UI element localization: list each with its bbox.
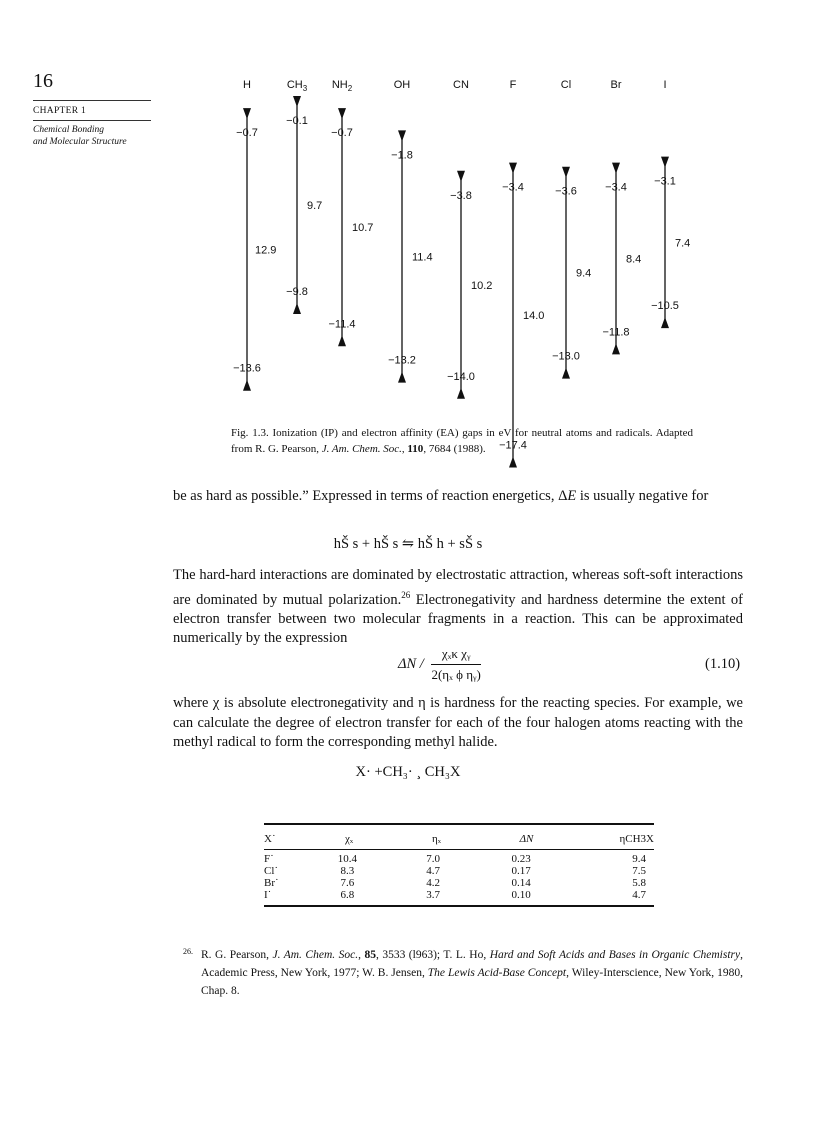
gap-arrow-head-up	[562, 368, 570, 379]
cell: F˙	[264, 853, 274, 865]
paragraph-1	[173, 487, 743, 507]
table-header	[264, 833, 654, 845]
gap-value-label: 11.4	[412, 251, 433, 264]
ea-value-label: −0.1	[286, 115, 308, 128]
table-row	[264, 889, 654, 901]
gap-arrow-head-down	[661, 157, 669, 168]
column-label-cl: Cl	[560, 79, 572, 91]
para1-text-b: is usually negative for	[576, 488, 709, 504]
gap-value-label: 9.7	[307, 199, 323, 212]
column-label-h: H	[243, 79, 251, 91]
gap-arrow-head-down	[612, 163, 620, 174]
column-label-cn: CN	[453, 79, 469, 91]
cell: 7.5	[632, 865, 646, 877]
paragraph-3: where χ is absolute electronegativity and η is hardness for the reacting species. For example, we can calculate the degree of electron transfer for each of the four halogen atoms reacting with the methyl radical to form the corresponding methyl halide.	[173, 695, 743, 750]
column-label-subscript: 3	[302, 84, 308, 93]
gap-arrow-head-down	[293, 96, 301, 107]
caption-label: Fig. 1.3.	[231, 427, 269, 439]
chapter-subtitle-line1: Chemical Bonding	[33, 125, 104, 135]
ea-value-label: −3.4	[605, 181, 627, 194]
fn-text-b: , 3533 (l963); T. L. Ho,	[375, 949, 490, 961]
ip-value-label: −10.5	[651, 300, 679, 313]
para1-var-e: E	[567, 488, 577, 504]
column-label-ch3: $CH_3$	[286, 79, 308, 93]
cell: 0.17	[511, 865, 531, 877]
gap-value-label: 14.0	[523, 310, 545, 323]
ea-value-label: −0.7	[236, 127, 258, 140]
para2-footnote-ref: 26	[401, 589, 411, 600]
gap-arrow-head-down	[243, 108, 251, 119]
table-row	[264, 877, 654, 889]
figure-caption	[231, 425, 693, 457]
fn-text-c: , Academic Press, New York, 1977; W. B. Jensen,	[201, 949, 743, 979]
column-label-nh2: $NH_2$	[331, 79, 353, 93]
col-header-eta-ch3x: ηCH3X	[619, 833, 654, 845]
table-bottom-rule	[264, 905, 654, 907]
para2-text-a: The hard-hard interactions are dominated by electrostatic attraction, whereas soft-soft interactions are dominated by mutual polarization.	[173, 567, 743, 608]
para2-text-b: Electronegativity and hardness determine the extent of electron transfer between two molecular fragments in a reaction. This can be approximated numerically by the expression	[173, 591, 743, 647]
col-header-delta-n: ΔN	[519, 833, 534, 845]
column-label-br: Br	[610, 79, 622, 91]
para1-text-a: be as hard as possible.” Expressed in terms of reaction energetics, Δ	[173, 488, 568, 504]
gap-arrow-head-up	[338, 335, 346, 346]
fn-sep: ,	[358, 949, 365, 961]
cell: 5.8	[632, 877, 646, 889]
ea-value-label: −3.1	[654, 175, 676, 188]
fn-journal: J. Am. Chem. Soc.	[272, 949, 359, 961]
caption-volume: 110	[407, 443, 424, 455]
gap-value-label: 10.2	[471, 279, 493, 292]
ea-value-label: −1.8	[391, 149, 413, 162]
gap-arrow-head-down	[338, 108, 346, 119]
gap-arrow-head-down	[398, 130, 406, 141]
equation-hsab: hŠ s + hŠ s ⇋ hŠ h + sŠ s	[333, 536, 483, 552]
gap-arrow-head-up	[661, 317, 669, 328]
cell: 3.7	[426, 889, 440, 901]
gap-arrow-head-up	[457, 388, 465, 399]
cell: 0.14	[511, 877, 531, 889]
gap-value-label: 8.4	[626, 253, 642, 266]
cell: 6.8	[340, 889, 355, 901]
eq2-lhs: ΔN /	[398, 656, 424, 672]
gap-arrow-head-up	[509, 456, 517, 467]
ip-value-label: −13.0	[552, 350, 580, 363]
halogen-table	[264, 823, 654, 907]
cell: 8.3	[340, 865, 355, 877]
fn-volume: 85	[364, 949, 376, 961]
column-label-i: I	[663, 79, 667, 91]
gap-arrow-head-up	[612, 343, 620, 354]
ea-value-label: −3.6	[555, 185, 577, 198]
page-number: 16	[33, 70, 53, 92]
equation-number: (1.10)	[705, 656, 741, 672]
ip-value-label: −11.8	[602, 326, 630, 339]
gap-arrow-head-up	[293, 303, 301, 314]
fn-book2: The Lewis Acid-Base Concept	[427, 967, 567, 979]
footnote-26	[183, 946, 743, 1000]
ip-value-label: −17.4	[499, 439, 527, 452]
table-body	[264, 853, 654, 901]
cell: 10.4	[337, 853, 358, 865]
paragraph-2	[173, 566, 743, 649]
gap-value-label: 10.7	[352, 222, 374, 235]
ip-value-label: −13.6	[233, 362, 261, 375]
equation-methyl-halide: X· +CH₃· ¸ CH₃X	[355, 764, 461, 780]
col-header-x: X˙	[264, 833, 276, 845]
footnote-marker: 26.	[183, 947, 193, 956]
gap-arrow-head-up	[243, 380, 251, 391]
gap-arrow-head-down	[457, 171, 465, 182]
cell: I˙	[264, 889, 272, 901]
column-label-subscript: 2	[347, 84, 353, 93]
table-mid-rule	[264, 849, 654, 850]
col-header-eta: ηₓ	[432, 833, 441, 845]
caption-text1: Ionization (IP) and electron affinity (EA) gaps in eV for neutral atoms and radicals. Adapted from R. G. Pearson,	[231, 427, 693, 455]
ip-value-label: −14.0	[447, 370, 475, 383]
cell: 7.0	[426, 853, 440, 865]
caption-text2: , 7684 (1988).	[423, 443, 486, 455]
fn-text-d: , Wiley-Interscience, New York, 1980, Chap. 8.	[201, 967, 743, 997]
cell: 4.2	[426, 877, 440, 889]
table-row	[264, 853, 654, 865]
ip-value-label: −11.4	[328, 318, 356, 331]
cell: Br˙	[264, 877, 279, 889]
gap-arrow-head-down	[562, 167, 570, 178]
equation-delta-n	[398, 646, 481, 683]
gap-value-label: 7.4	[675, 237, 691, 250]
fn-text-a: R. G. Pearson,	[201, 949, 273, 961]
gap-value-label: 12.9	[255, 244, 277, 257]
cell: 7.6	[340, 877, 355, 889]
caption-sep: ,	[401, 443, 408, 455]
eq2-denominator: 2(ηₓ ϕ ηᵧ)	[431, 667, 481, 682]
gap-arrow-head-down	[509, 163, 517, 174]
cell: 0.23	[511, 853, 531, 865]
eq2-numerator: χₓκ χᵧ	[431, 646, 480, 665]
ea-value-label: −3.4	[502, 181, 524, 194]
caption-journal: J. Am. Chem. Soc.	[321, 443, 402, 455]
column-label-oh: OH	[393, 79, 411, 91]
cell: 9.4	[632, 853, 646, 865]
ip-value-label: −13.2	[388, 354, 416, 367]
table-top-rule	[264, 823, 654, 825]
table-row	[264, 865, 654, 877]
cell: Cl˙	[264, 865, 279, 877]
ip-value-label: −9.8	[286, 285, 308, 298]
cell: 4.7	[426, 865, 440, 877]
cell: 4.7	[632, 889, 646, 901]
gap-arrow-head-up	[398, 372, 406, 383]
cell: 0.10	[511, 889, 531, 901]
column-label-f: F	[509, 79, 517, 91]
ea-value-label: −3.8	[450, 189, 472, 202]
chapter-label: CHAPTER 1	[33, 106, 87, 116]
eq2-fraction	[431, 646, 480, 683]
footnote-text	[201, 946, 743, 1000]
ea-value-label: −0.7	[331, 127, 353, 140]
col-header-chi: χₓ	[344, 833, 354, 845]
gap-value-label: 9.4	[576, 267, 592, 280]
chapter-subtitle-line2: and Molecular Structure	[33, 137, 127, 147]
fn-book1: Hard and Soft Acids and Bases in Organic Chemistry	[489, 949, 741, 961]
